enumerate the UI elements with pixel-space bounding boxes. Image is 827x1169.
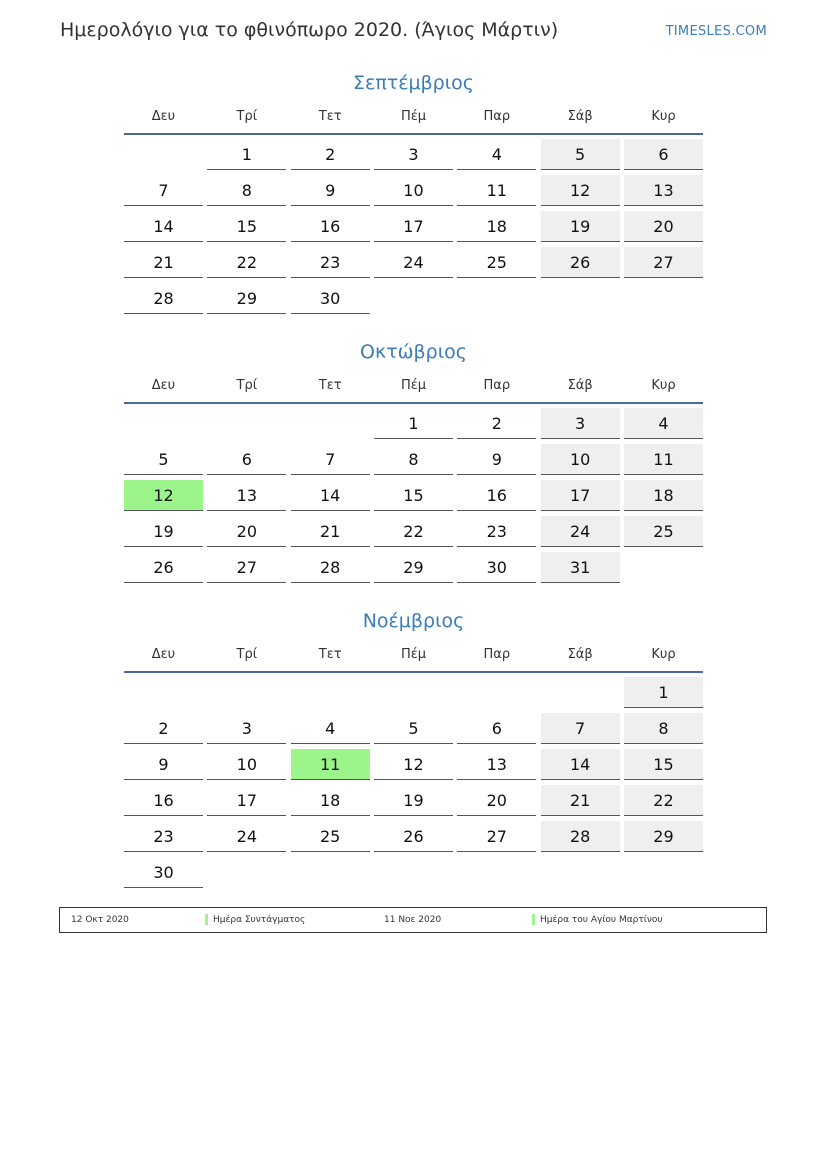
- empty-day-cell: [457, 857, 536, 888]
- day-cell: 21: [124, 247, 203, 278]
- day-cell: 27: [624, 247, 703, 278]
- day-cell: 27: [207, 552, 286, 583]
- week-row: [124, 175, 703, 211]
- day-cell: 13: [457, 749, 536, 780]
- day-cell: 3: [374, 139, 453, 170]
- day-cell: 14: [541, 749, 620, 780]
- day-cell: 10: [374, 175, 453, 206]
- day-cell: 4: [291, 713, 370, 744]
- empty-day-cell: [457, 677, 536, 708]
- weekday-label: Κυρ: [651, 108, 676, 124]
- day-cell: 2: [291, 139, 370, 170]
- legend-color-marker: [532, 914, 535, 925]
- month-calendar: [124, 335, 703, 588]
- empty-day-cell: [207, 677, 286, 708]
- day-cell: 14: [291, 480, 370, 511]
- weekday-label: Τετ: [318, 108, 342, 124]
- weekday-header: [124, 638, 703, 670]
- day-cell: 9: [124, 749, 203, 780]
- day-cell: 19: [541, 211, 620, 242]
- day-cell: 7: [541, 713, 620, 744]
- day-cell: 15: [624, 749, 703, 780]
- day-cell: 1: [207, 139, 286, 170]
- day-cell: 15: [374, 480, 453, 511]
- day-cell: 25: [624, 516, 703, 547]
- day-cell: 30: [457, 552, 536, 583]
- week-row: [124, 677, 703, 713]
- week-row: [124, 283, 703, 319]
- empty-day-cell: [624, 552, 703, 583]
- day-cell: 28: [541, 821, 620, 852]
- day-grid: [124, 139, 703, 319]
- day-cell: 29: [624, 821, 703, 852]
- empty-day-cell: [124, 408, 203, 439]
- day-cell: 20: [207, 516, 286, 547]
- day-cell: 22: [207, 247, 286, 278]
- empty-day-cell: [124, 677, 203, 708]
- day-cell: 4: [624, 408, 703, 439]
- site-link[interactable]: TIMESLES.COM: [665, 24, 767, 39]
- day-cell: 4: [457, 139, 536, 170]
- empty-day-cell: [541, 283, 620, 314]
- weekday-label: Σάβ: [567, 108, 593, 124]
- weekday-label: Πέμ: [400, 377, 427, 393]
- empty-day-cell: [291, 408, 370, 439]
- day-cell: 3: [207, 713, 286, 744]
- day-cell: 23: [291, 247, 370, 278]
- day-cell: 22: [374, 516, 453, 547]
- weekday-label: Κυρ: [651, 377, 676, 393]
- day-cell: 11: [624, 444, 703, 475]
- week-row: [124, 247, 703, 283]
- weekday-label: Τετ: [318, 377, 342, 393]
- day-cell: 5: [541, 139, 620, 170]
- day-cell: 19: [124, 516, 203, 547]
- day-cell: 12: [374, 749, 453, 780]
- legend-date: 11 Νοε 2020: [384, 915, 442, 925]
- empty-day-cell: [624, 857, 703, 888]
- legend-date: 12 Οκτ 2020: [71, 915, 129, 925]
- day-cell: 16: [124, 785, 203, 816]
- day-cell: 8: [624, 713, 703, 744]
- day-cell: 1: [624, 677, 703, 708]
- page-title: Ημερολόγιο για το φθινόπωρο 2020. (Άγιος Μάρτιν): [60, 19, 559, 41]
- day-cell: 10: [541, 444, 620, 475]
- month-title: Οκτώβριος: [360, 341, 467, 363]
- day-cell: 7: [291, 444, 370, 475]
- holiday-legend: [59, 907, 767, 933]
- day-cell: 1: [374, 408, 453, 439]
- week-row: [124, 211, 703, 247]
- weekday-label: Δευ: [151, 108, 176, 124]
- weekday-label: Τετ: [318, 646, 342, 662]
- weekday-label: Σάβ: [567, 377, 593, 393]
- week-row: [124, 749, 703, 785]
- empty-day-cell: [541, 857, 620, 888]
- empty-day-cell: [207, 857, 286, 888]
- day-cell: 25: [291, 821, 370, 852]
- day-cell: 10: [207, 749, 286, 780]
- day-cell: 12: [541, 175, 620, 206]
- month-title: Σεπτέμβριος: [353, 72, 474, 94]
- weekday-label: Παρ: [483, 646, 511, 662]
- day-cell: 18: [457, 211, 536, 242]
- legend-holiday-name: Ημέρα του Αγίου Μαρτίνου: [540, 915, 663, 925]
- day-cell: 5: [374, 713, 453, 744]
- day-cell: 24: [207, 821, 286, 852]
- day-cell: 20: [624, 211, 703, 242]
- day-cell: 6: [207, 444, 286, 475]
- weekday-label: Δευ: [151, 377, 176, 393]
- day-cell: 25: [457, 247, 536, 278]
- day-cell: 2: [457, 408, 536, 439]
- day-cell: 30: [124, 857, 203, 888]
- day-cell: 8: [374, 444, 453, 475]
- weekday-label: Κυρ: [651, 646, 676, 662]
- weekday-label: Πέμ: [400, 108, 427, 124]
- day-cell: 24: [541, 516, 620, 547]
- day-cell: 2: [124, 713, 203, 744]
- day-cell: 30: [291, 283, 370, 314]
- week-row: [124, 480, 703, 516]
- day-cell: 20: [457, 785, 536, 816]
- day-cell: 13: [207, 480, 286, 511]
- day-cell: 5: [124, 444, 203, 475]
- day-cell: 18: [624, 480, 703, 511]
- day-cell: 24: [374, 247, 453, 278]
- day-cell: 16: [291, 211, 370, 242]
- day-cell: 26: [541, 247, 620, 278]
- empty-day-cell: [374, 857, 453, 888]
- day-cell: 23: [457, 516, 536, 547]
- day-cell: 3: [541, 408, 620, 439]
- header-divider: [124, 133, 703, 135]
- empty-day-cell: [291, 857, 370, 888]
- empty-day-cell: [124, 139, 203, 170]
- empty-day-cell: [291, 677, 370, 708]
- empty-day-cell: [374, 283, 453, 314]
- day-cell: 19: [374, 785, 453, 816]
- weekday-label: Τρί: [236, 108, 258, 124]
- day-cell: 26: [124, 552, 203, 583]
- day-grid: [124, 677, 703, 893]
- day-grid: [124, 408, 703, 588]
- day-cell: 31: [541, 552, 620, 583]
- day-cell: 22: [624, 785, 703, 816]
- weekday-label: Τρί: [236, 646, 258, 662]
- week-row: [124, 821, 703, 857]
- day-cell: 28: [291, 552, 370, 583]
- day-cell: 11: [457, 175, 536, 206]
- weekday-header: [124, 100, 703, 132]
- header-divider: [124, 671, 703, 673]
- empty-day-cell: [457, 283, 536, 314]
- day-cell: 28: [124, 283, 203, 314]
- empty-day-cell: [624, 283, 703, 314]
- day-cell: 29: [207, 283, 286, 314]
- legend-color-marker: [205, 914, 208, 925]
- day-cell: 7: [124, 175, 203, 206]
- day-cell: 6: [624, 139, 703, 170]
- day-cell: 9: [457, 444, 536, 475]
- day-cell: 8: [207, 175, 286, 206]
- day-cell: 21: [291, 516, 370, 547]
- week-row: [124, 857, 703, 893]
- day-cell: 14: [124, 211, 203, 242]
- day-cell: 26: [374, 821, 453, 852]
- day-cell: 23: [124, 821, 203, 852]
- day-cell: 9: [291, 175, 370, 206]
- empty-day-cell: [541, 677, 620, 708]
- day-cell: 12: [124, 480, 203, 511]
- weekday-label: Σάβ: [567, 646, 593, 662]
- day-cell: 27: [457, 821, 536, 852]
- month-title: Νοέμβριος: [362, 610, 465, 632]
- weekday-header: [124, 369, 703, 401]
- weekday-label: Παρ: [483, 377, 511, 393]
- weekday-label: Τρί: [236, 377, 258, 393]
- empty-day-cell: [374, 677, 453, 708]
- day-cell: 6: [457, 713, 536, 744]
- day-cell: 16: [457, 480, 536, 511]
- day-cell: 17: [374, 211, 453, 242]
- week-row: [124, 516, 703, 552]
- week-row: [124, 785, 703, 821]
- weekday-label: Δευ: [151, 646, 176, 662]
- empty-day-cell: [207, 408, 286, 439]
- weekday-label: Παρ: [483, 108, 511, 124]
- day-cell: 18: [291, 785, 370, 816]
- month-calendar: [124, 604, 703, 893]
- week-row: [124, 552, 703, 588]
- day-cell: 17: [207, 785, 286, 816]
- weekday-label: Πέμ: [400, 646, 427, 662]
- month-calendar: [124, 66, 703, 319]
- week-row: [124, 444, 703, 480]
- day-cell: 11: [291, 749, 370, 780]
- week-row: [124, 139, 703, 175]
- week-row: [124, 713, 703, 749]
- day-cell: 17: [541, 480, 620, 511]
- header-divider: [124, 402, 703, 404]
- day-cell: 21: [541, 785, 620, 816]
- week-row: [124, 408, 703, 444]
- day-cell: 15: [207, 211, 286, 242]
- legend-holiday-name: Ημέρα Συντάγματος: [213, 915, 306, 925]
- day-cell: 13: [624, 175, 703, 206]
- day-cell: 29: [374, 552, 453, 583]
